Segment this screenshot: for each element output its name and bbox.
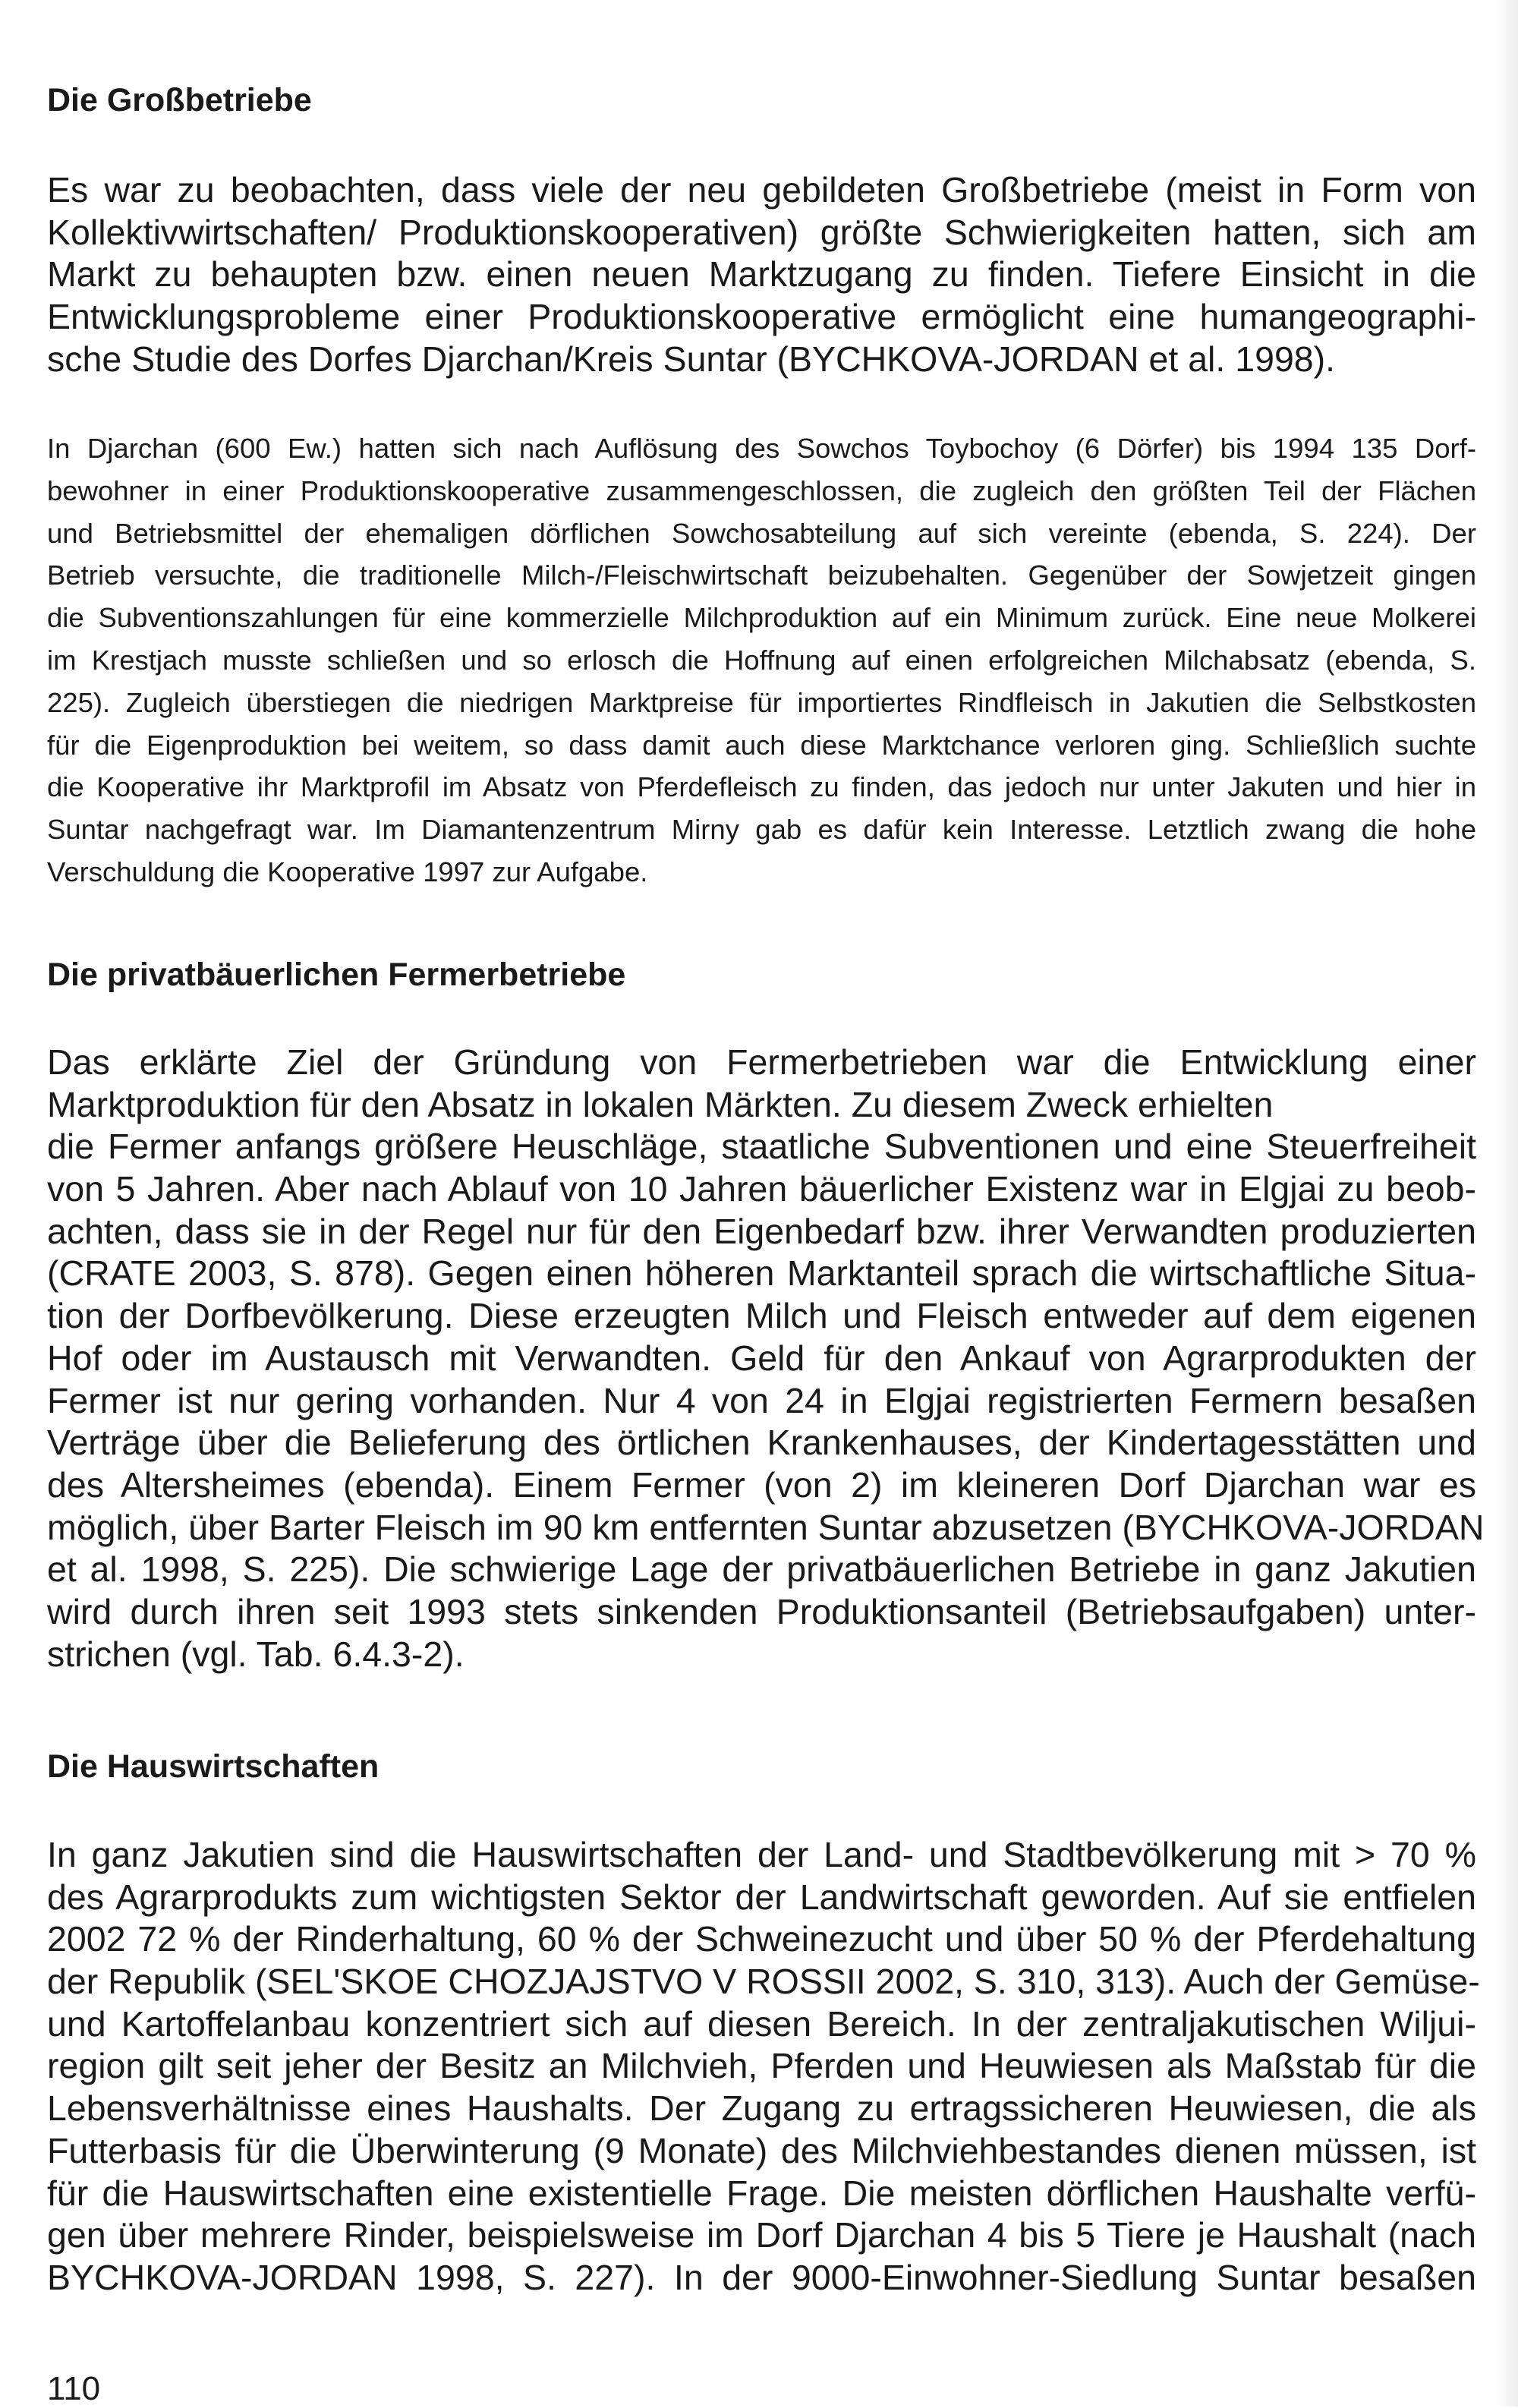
text-line: 2002 72 % der Rinderhaltung, 60 % der Schweinezucht und über 50 % der Pferdehaltung	[47, 1919, 1476, 1959]
text-line: bewohner in einer Produktionskooperative zusammengeschlossen, die zugleich den größten Teil der Flächen	[47, 474, 1476, 506]
page-number: 110	[47, 2370, 101, 2407]
text-line: Entwicklungsprobleme einer Produktionskooperative ermöglicht eine humangeographi-	[47, 297, 1476, 337]
text-line: In ganz Jakutien sind die Hauswirtschaften der Land- und Stadtbevölkerung mit > 70 %	[47, 1835, 1476, 1874]
text-line: sche Studie des Dorfes Djarchan/Kreis Suntar (BYCHKOVA-JORDAN et al. 1998).	[47, 339, 1336, 379]
text-line: für die Hauswirtschaften eine existentielle Frage. Die meisten dörflichen Haushalte verfü-	[47, 2173, 1476, 2213]
text-line: Verschuldung die Kooperative 1997 zur Aufgabe.	[47, 856, 648, 887]
text-line: der Republik (SEL'SKOE CHOZJAJSTVO V ROSSII 2002, S. 310, 313). Auch der Gemüse-	[47, 1962, 1480, 2002]
text-line: In Djarchan (600 Ew.) hatten sich nach Auflösung des Sowchos Toybochoy (6 Dörfer) bis 1994 135 Dorf-	[47, 433, 1476, 464]
section-heading-hauswirtschaften: Die Hauswirtschaften	[47, 1748, 380, 1785]
paragraph-fermerbetriebe	[47, 1042, 1485, 1675]
text-line: region gilt seit jeher der Besitz an Milchvieh, Pferden und Heuwiesen als Maßstab für die	[47, 2046, 1476, 2086]
text-line: möglich, über Barter Fleisch im 90 km entfernten Suntar abzusetzen (BYCHKOVA-JORDAN	[47, 1507, 1485, 1547]
text-line: Es war zu beobachten, dass viele der neu gebildeten Großbetriebe (meist in Form von	[47, 170, 1476, 210]
paragraph-hauswirtschaften	[47, 1834, 1480, 2299]
text-line: Markt zu behaupten bzw. einen neuen Marktzugang zu finden. Tiefere Einsicht in die	[47, 254, 1476, 295]
text-line: Suntar nachgefragt war. Im Diamantenzentrum Mirny gab es dafür kein Interesse. Letztlich zwang die hohe	[47, 814, 1476, 846]
text-line: und Kartoffelanbau konzentriert sich auf diesen Bereich. In der zentraljakutischen Wiljui-	[47, 2003, 1476, 2044]
text-line: Lebensverhältnisse eines Haushalts. Der Zugang zu ertragssicheren Heuwiesen, die als	[47, 2088, 1476, 2129]
text-line: Verträge über die Belieferung des örtlichen Krankenhauses, der Kindertagesstätten und	[47, 1423, 1476, 1463]
text-line: Futterbasis für die Überwinterung (9 Monate) des Milchviehbestandes dienen müssen, ist	[47, 2130, 1476, 2170]
text-line: achten, dass sie in der Regel nur für den Eigenbedarf bzw. ihrer Verwandten produzierten	[47, 1211, 1476, 1251]
example-paragraph-djarchan	[47, 427, 1476, 894]
section-heading-fermerbetriebe: Die privatbäuerlichen Fermerbetriebe	[47, 957, 626, 993]
text-line: strichen (vgl. Tab. 6.4.3-2).	[47, 1634, 465, 1674]
text-line: Betrieb versuchte, die traditionelle Milch-/Fleischwirtschaft beizubehalten. Gegenüber der Sowjetzeit gingen	[47, 559, 1476, 591]
text-line: im Krestjach musste schließen und so erlosch die Hoffnung auf einen erfolgreichen Milchabsatz (ebenda, S.	[47, 644, 1476, 676]
text-line: Kollektivwirtschaften/ Produktionskooperativen) größte Schwierigkeiten hatten, sich am	[47, 212, 1476, 252]
text-line: des Agrarprodukts zum wichtigsten Sektor der Landwirtschaft geworden. Auf sie entfielen	[47, 1877, 1476, 1917]
text-line: Hof oder im Austausch mit Verwandten. Geld für den Ankauf von Agrarprodukten der	[47, 1338, 1476, 1378]
text-line: für die Eigenproduktion bei weitem, so dass damit auch diese Marktchance verloren ging. Schließlich suchte	[47, 729, 1476, 761]
text-line: Das erklärte Ziel der Gründung von Fermerbetrieben war die Entwicklung einer	[47, 1042, 1476, 1082]
text-line: BYCHKOVA-JORDAN 1998, S. 227). In der 9000-Einwohner-Siedlung Suntar besaßen	[47, 2257, 1476, 2297]
text-line: des Altersheimes (ebenda). Einem Fermer (von 2) im kleineren Dorf Djarchan war es	[47, 1464, 1476, 1505]
page-edge-shadow	[1497, 0, 1518, 2406]
text-line: gen über mehrere Rinder, beispielsweise im Dorf Djarchan 4 bis 5 Tiere je Haushalt (nach	[47, 2215, 1476, 2255]
text-line: die Kooperative ihr Marktprofil im Absatz von Pferdefleisch zu finden, das jedoch nur unter Jakuten und hier in	[47, 771, 1476, 803]
text-line: die Subventionszahlungen für eine kommerzielle Milchproduktion auf ein Minimum zurück. Eine neue Molkerei	[47, 602, 1476, 634]
text-line: und Betriebsmittel der ehemaligen dörflichen Sowchosabteilung auf sich vereinte (ebenda, S. 224). Der	[47, 517, 1476, 549]
text-line: wird durch ihren seit 1993 stets sinkenden Produktionsanteil (Betriebsaufgaben) unter-	[47, 1591, 1476, 1631]
text-line: Marktproduktion für den Absatz in lokalen Märkten. Zu diesem Zweck erhielten	[47, 1084, 1274, 1124]
text-line: et al. 1998, S. 225). Die schwierige Lage der privatbäuerlichen Betriebe in ganz Jakutien	[47, 1549, 1476, 1590]
text-line: von 5 Jahren. Aber nach Ablauf von 10 Jahren bäuerlicher Existenz war in Elgjai zu beob-	[47, 1169, 1476, 1209]
text-line: 225). Zugleich überstiegen die niedrigen Marktpreise für importiertes Rindfleisch in Jakutien die Selbstkosten	[47, 686, 1476, 718]
section-heading-grossbetriebe: Die Großbetriebe	[47, 82, 312, 118]
text-line: (CRATE 2003, S. 878). Gegen einen höheren Marktanteil sprach die wirtschaftliche Situa-	[47, 1253, 1476, 1294]
text-line: Fermer ist nur gering vorhanden. Nur 4 von 24 in Elgjai registrierten Fermern besaßen	[47, 1380, 1476, 1420]
text-line: tion der Dorfbevölkerung. Diese erzeugten Milch und Fleisch entweder auf dem eigenen	[47, 1296, 1476, 1336]
text-line: die Fermer anfangs größere Heuschläge, staatliche Subventionen und eine Steuerfreiheit	[47, 1127, 1476, 1167]
paragraph-grossbetriebe	[47, 169, 1476, 380]
